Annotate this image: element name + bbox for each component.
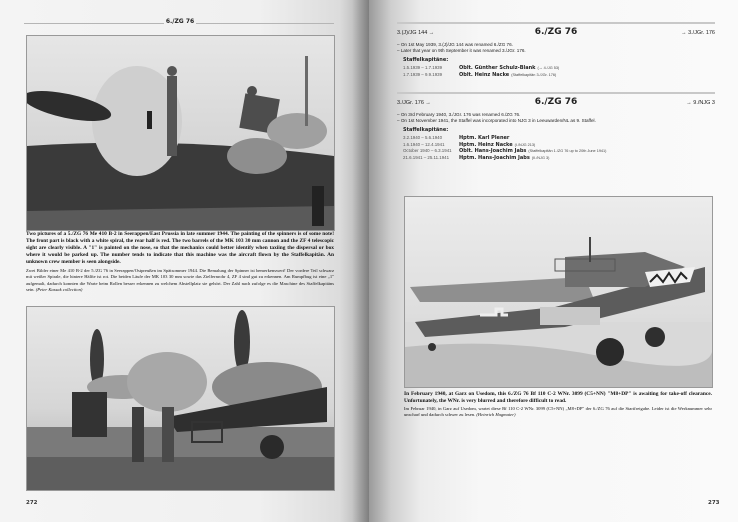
kapitaen-row (403, 155, 715, 161)
kapitaen-note: (I./NJG 213) (514, 142, 536, 147)
unit-successor: → 3./JGr. 176 (681, 30, 715, 36)
kapitaen-dates: 3.2.1940 – 5.6.1940 (403, 135, 443, 141)
kapitaen-dates: 1.5.1939 – 1.7.1939 (403, 65, 443, 71)
kapitaen-note: (→ 4./JG 53) (537, 66, 560, 71)
unit-note: – On 3rd February 1940, 3./JGr. 176 was renamed 6./ZG 76. (397, 112, 715, 118)
caption-bf110-de (404, 406, 712, 419)
kapitaen-dates: 1.6.1940 – 12.4.1941 (403, 141, 445, 147)
photo-bf110-sharkmouth-image (405, 197, 712, 387)
caption-bf110-en (404, 391, 712, 405)
unit-name: 6./ZG 76 (534, 97, 578, 107)
unit-name: 6./ZG 76 (534, 27, 578, 37)
kapitaen-name: Oblt. Günther Schulz-Blank (459, 65, 536, 72)
running-head-title: 6./ZG 76 (165, 18, 195, 25)
unit-notes (397, 42, 715, 54)
unit-predecessor: 3./JGr. 176 → (397, 100, 431, 106)
kapitaen-note: (Staffelkapitän 3./JGr. 176) (511, 72, 557, 77)
unit-note: – On 1st November 1941, the Staffel was incorporated into NJG 3 in Leeuwarden/NL as 9. Staffel. (397, 118, 715, 124)
photo-me410-crew-image (27, 36, 334, 230)
kapitaen-name: Oblt. Heinz Nacke (459, 71, 510, 78)
kapitaen-dates: October 1940 – 6.3.1941 (403, 148, 452, 154)
caption-bf110-de-text: Im Februar 1940, in Garz auf Usedom, wartet diese Bf 110 C-2 WNr. 3099 (C5+NN) „M8+DP" der 6./ZG 76 auf die Startfreigabe. Leider ist die Werknummer sehr unscharf und dadurch schwer zu lesen. (404, 406, 712, 418)
kapitaene-title: Staffelkapitäne: (403, 127, 449, 134)
caption-top-en (26, 231, 334, 266)
running-head-rule-right (196, 23, 334, 24)
right-page (369, 0, 738, 522)
caption-top-de-text: Zwei Bilder einer Me 410 B-2 der 5./ZG 76 in Seerappen/Ostpreußen im Spätsommer 1944. Die Bemalung der Spinner ist bemerkenswert! Der vordere Teil schwarz mit weißer Spirale, die hintere Hälfte ist rot. Die beiden Läufe der MK 103 30 mm sowie das Zielfernrohr 4, ZF 4 sind gut zu erkennen. Am Rumpfbug ist eine „1" aufgemalt, dadurch konnten die Warte beim Rollen besser erkennen zu welchem Abstellplatz sie gehört. Der Zahl nach zufolge es die Maschine des Staffelkapitäns sein. (26, 268, 334, 293)
unit-header (397, 97, 715, 109)
caption-bf110-en-text: In February 1940, at Garz on Usedom, this 6./ZG 76 Bf 110 C-2 WNr. 3099 (C5+NN) "M8+DP" is awaiting for take-off clearance. Unfortunately, the WNr. is very blurred and therefore difficult to read. (404, 391, 712, 404)
kapitaen-dates: 21.6.1941 – 25.11.1941 (403, 154, 450, 160)
kapitaen-name: Hptm. Heinz Nacke (459, 141, 513, 148)
running-head (24, 18, 334, 28)
kapitaen-dates: 1.7.1939 – 9.9.1939 (403, 71, 443, 77)
book-gutter-shadow (352, 0, 369, 522)
photo-me410-crew (26, 35, 335, 231)
kapitaen-note: (Staffelkapitän 1./ZG 76 up to 20th June 1941) (528, 149, 607, 154)
kapitaen-name: Hptm. Karl Plener (459, 135, 510, 142)
photo-me410-front-image (27, 307, 334, 490)
kapitaene-title: Staffelkapitäne: (403, 57, 449, 64)
unit-notes (397, 112, 715, 124)
unit-rule (397, 22, 715, 24)
caption-bf110-credit: (Heinrich Hagmaier) (476, 412, 516, 418)
page-number-right: 273 (708, 500, 720, 506)
caption-top-credit: (Peter Kassak collection) (35, 287, 83, 293)
caption-top-de (26, 268, 334, 294)
page-number-left: 272 (26, 500, 38, 506)
kapitaen-name: Oblt. Hans-Joachim Jabs (459, 148, 527, 155)
caption-top-en-text: Two pictures of a 5./ZG 76 Me 410 B-2 in Seerappen/East Prussia in late summer 1944. The painting of the spinners is of some note! The front part is black with a white spiral, the rear half is red. The two barrels of the MK 103 30 mm cannon and the ZF 4 telescopic sight are clearly visible. A "1" is painted on the nose, so that the mechanics could better identify when taxiing the dispersal or box where it would be parked up. The number tends to indicate that this machine was the aircraft flown by the Staffelkapitän. An unknown crew member is seen alongside. (26, 231, 334, 265)
unit-note: – Later that year on 9th September it was renamed 3./JGr. 176. (397, 48, 715, 54)
unit-rule (397, 92, 715, 94)
kapitaen-name: Hptm. Hans-Joachim Jabs (459, 154, 530, 161)
unit-header (397, 27, 715, 39)
unit-predecessor: 3.(J)/JG 144 → (397, 30, 435, 36)
photo-me410-front (26, 306, 335, 491)
unit-block-1940 (397, 92, 715, 161)
unit-note: – On 1st May 1939, 3.(J)/JG 144 was renamed 6./ZG 76. (397, 42, 715, 48)
kapitaen-note: (II./NJG 3) (531, 155, 550, 160)
photo-bf110-sharkmouth (404, 196, 713, 388)
running-head-rule-left (24, 23, 164, 24)
unit-successor: → 9./NJG 3 (686, 100, 715, 106)
kapitaen-row (403, 72, 715, 78)
unit-block-1939 (397, 22, 715, 78)
